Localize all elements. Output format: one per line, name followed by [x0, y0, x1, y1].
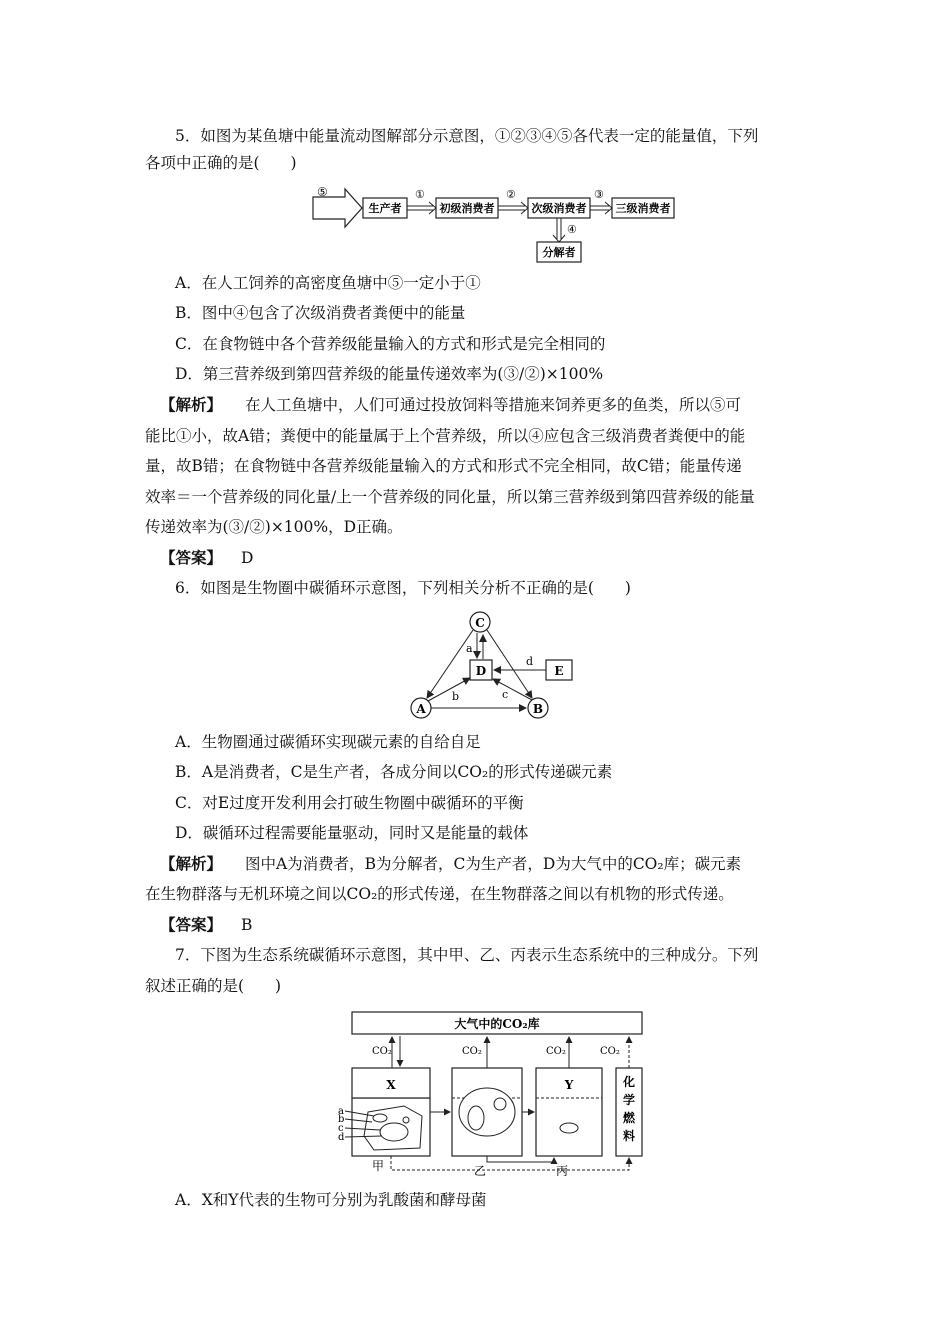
q6-analysis-line1: 图中A为消费者，B为分解者，C为生产者，D为大气中的CO₂库；碳元素: [244, 855, 742, 873]
co2-label-3: CO₂: [546, 1046, 566, 1057]
label-1: ①: [415, 188, 425, 201]
label-y: Y: [564, 1078, 574, 1092]
edge-label-a: a: [466, 642, 473, 655]
label-4: ④: [567, 223, 577, 236]
label-bing: 丙: [556, 1164, 569, 1176]
edge-label-c: c: [502, 688, 509, 701]
label-3: ③: [594, 188, 604, 201]
label-2: ②: [506, 188, 516, 201]
node-e: E: [554, 664, 564, 678]
node-c: C: [475, 616, 485, 630]
box-tertiary: 三级消费者: [615, 202, 671, 215]
fuel-char-3: 燃: [622, 1111, 636, 1125]
node-b: B: [532, 702, 544, 716]
q6-option-c: C．对E过度开发利用会打破生物圈中碳循环的平衡: [175, 794, 524, 812]
q7-stem-line1: 7．下图为生态系统碳循环示意图，其中甲、乙、丙表示生态系统中的三种成分。下列: [175, 946, 759, 964]
q5-option-b: B．图中④包含了次级消费者粪便中的能量: [175, 304, 466, 322]
node-a: A: [416, 702, 426, 716]
co2-label-1: CO₂: [372, 1046, 392, 1057]
part-label-a: a: [338, 1106, 344, 1117]
q5-analysis-label: 【解析】: [160, 395, 223, 414]
q5-option-a: A．在人工饲养的高密度鱼塘中⑤一定小于①: [175, 274, 481, 292]
q6-option-d: D．碳循环过程需要能量驱动，同时又是能量的载体: [175, 824, 529, 842]
q6-analysis-label: 【解析】: [160, 854, 223, 873]
part-label-b: b: [338, 1114, 345, 1125]
box-secondary: 次级消费者: [531, 202, 587, 215]
co2-pool: 大气中的CO₂库: [454, 1017, 540, 1031]
co2-label-2: CO₂: [462, 1046, 482, 1057]
q5-stem-line2: 各项中正确的是( ): [145, 154, 297, 172]
ecosystem-carbon-diagram: [334, 1008, 652, 1176]
q5-analysis-line3: 量，故B错；在食物链中各营养级能量输入的方式和形式不完全相同，故C错；能量传递: [145, 457, 742, 475]
part-label-d: d: [338, 1132, 345, 1143]
label-yi: 乙: [474, 1164, 487, 1176]
q5-analysis-line1: 在人工鱼塘中，人们可通过投放饲料等措施来饲养更多的鱼类，所以⑤可: [244, 396, 741, 414]
q6-stem: 6．如图是生物圈中碳循环示意图，下列相关分析不正确的是( ): [175, 579, 631, 597]
fuel-char-4: 料: [622, 1129, 636, 1143]
label-5: ⑤: [317, 185, 328, 199]
label-x: X: [386, 1078, 396, 1092]
part-label-c: c: [338, 1123, 344, 1134]
fuel-char-1: 化: [622, 1075, 636, 1089]
label-jia: 甲: [372, 1159, 385, 1173]
q5-option-d: D．第三营养级到第四营养级的能量传递效率为(③/②)×100%: [175, 365, 604, 383]
q6-answer: B: [240, 916, 253, 934]
q6-analysis-line2: 在生物群落与无机环境之间以CO₂的形式传递，在生物群落之间以有机物的形式传递。: [145, 885, 734, 903]
q7-option-a: A．X和Y代表的生物可分别为乳酸菌和酵母菌: [175, 1191, 487, 1209]
carbon-cycle-diagram: [402, 608, 582, 724]
q5-answer: D: [240, 549, 254, 567]
edge-label-b: b: [452, 690, 460, 703]
q5-analysis-line4: 效率＝一个营养级的同化量/上一个营养级的同化量，所以第三营养级到第四营养级的能量: [145, 488, 755, 506]
q6-option-a: A．生物圈通过碳循环实现碳元素的自给自足: [175, 733, 481, 751]
box-producer: 生产者: [368, 202, 402, 215]
q5-analysis-line5: 传递效率为(③/②)×100%，D正确。: [145, 518, 403, 536]
energy-flow-diagram: [305, 180, 685, 264]
co2-label-4: CO₂: [600, 1046, 620, 1057]
q5-analysis-line2: 能比①小，故A错；粪便中的能量属于上个营养级，所以④应包含三级消费者粪便中的能: [145, 427, 746, 445]
q5-option-c: C．在食物链中各个营养级能量输入的方式和形式是完全相同的: [175, 335, 606, 353]
box-decomposer: 分解者: [542, 246, 576, 259]
q6-option-b: B．A是消费者，C是生产者，各成分间以CO₂的形式传递碳元素: [175, 763, 613, 781]
edge-label-d: d: [526, 655, 534, 668]
q6-answer-label: 【答案】: [160, 915, 223, 934]
q5-stem-line1: 5．如图为某鱼塘中能量流动图解部分示意图，①②③④⑤各代表一定的能量值，下列: [175, 127, 759, 145]
fuel-char-2: 学: [622, 1093, 636, 1107]
node-d: D: [475, 664, 487, 678]
q7-stem-line2: 叙述正确的是( ): [145, 977, 282, 995]
q5-answer-label: 【答案】: [160, 548, 223, 567]
box-primary: 初级消费者: [439, 202, 495, 215]
